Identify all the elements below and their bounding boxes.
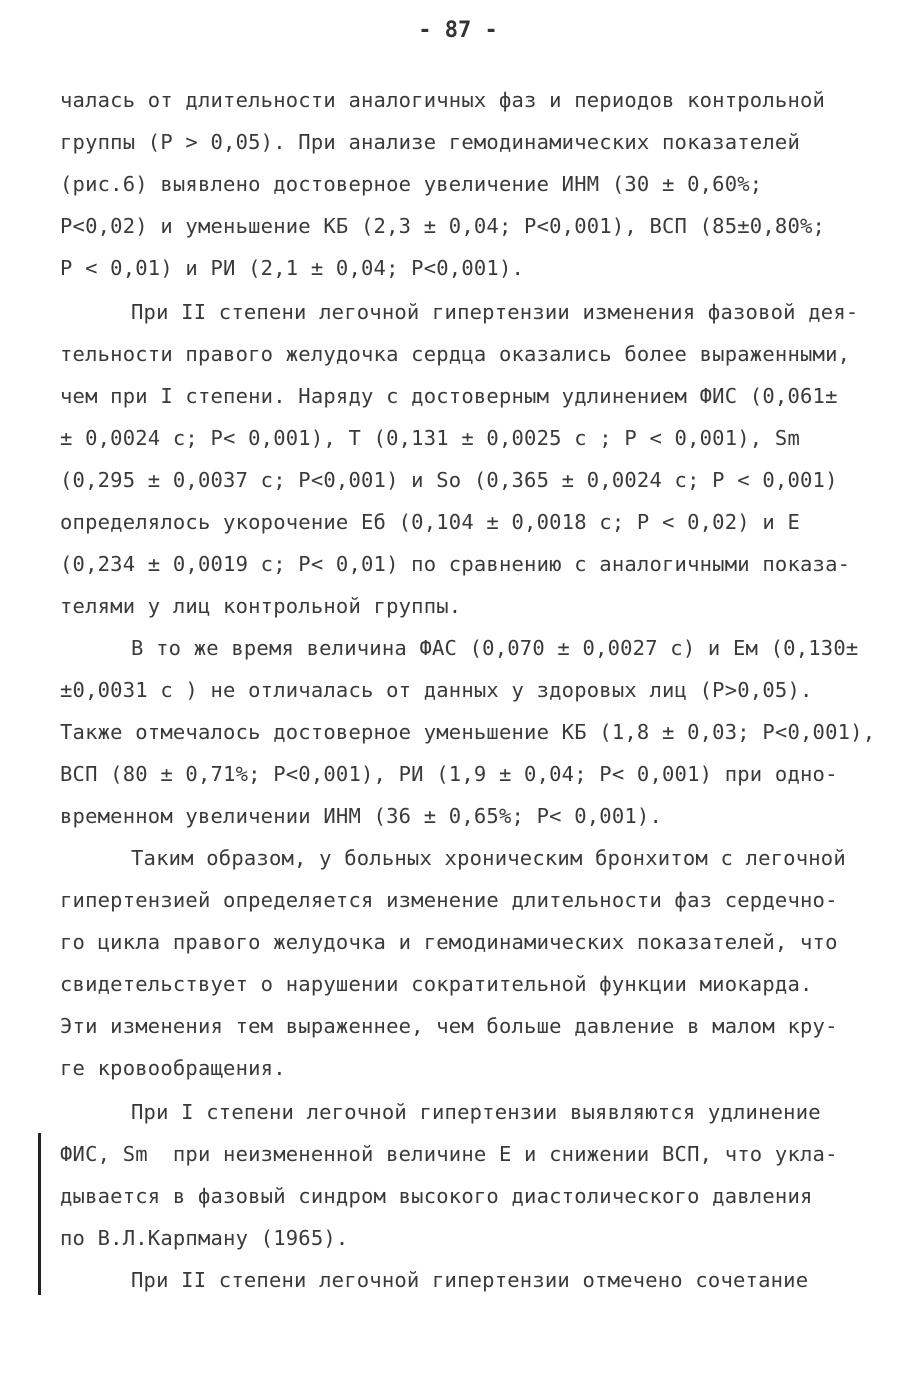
page-number: - 87 -: [418, 18, 498, 43]
text-line: Р<0,02) и уменьшение КБ (2,3 ± 0,04; Р<0,001), ВСП (85±0,80%;: [60, 214, 826, 238]
text-line: При II степени легочной гипертензии изменения фазовой дея-: [131, 300, 859, 324]
text-line: ФИС, Sm при неизмененной величине Е и снижении ВСП, что укла-: [60, 1142, 838, 1166]
text-line: го цикла правого желудочка и гемодинамических показателей, что: [60, 930, 838, 954]
text-line: чем при I степени. Наряду с достоверным удлинением ФИС (0,061±: [60, 384, 838, 408]
text-line: ± 0,0024 с; Р< 0,001), Т (0,131 ± 0,0025 с ; Р < 0,001), Sm: [60, 426, 800, 450]
text-line: (рис.6) выявлено достоверное увеличение ИНМ (30 ± 0,60%;: [60, 172, 763, 196]
text-line: временном увеличении ИНМ (36 ± 0,65%; Р< 0,001).: [60, 804, 663, 828]
text-line: телями у лиц контрольной группы.: [60, 594, 462, 618]
text-line: ВСП (80 ± 0,71%; Р<0,001), РИ (1,9 ± 0,04; Р< 0,001) при одно-: [60, 762, 838, 786]
text-line: ге кровообращения.: [60, 1056, 286, 1080]
text-line: (0,234 ± 0,0019 с; Р< 0,01) по сравнению с аналогичными показа-: [60, 552, 851, 576]
text-line: Р < 0,01) и РИ (2,1 ± 0,04; Р<0,001).: [60, 256, 525, 280]
text-line: гипертензией определяется изменение длительности фаз сердечно-: [60, 888, 838, 912]
text-line: дывается в фазовый синдром высокого диастолического давления: [60, 1184, 813, 1208]
text-line: В то же время величина ФАС (0,070 ± 0,0027 с) и Ем (0,130±: [131, 636, 859, 660]
text-line: ±0,0031 с ) не отличалась от данных у здоровых лиц (Р>0,05).: [60, 678, 813, 702]
text-line: тельности правого желудочка сердца оказались более выраженными,: [60, 342, 851, 366]
text-line: Также отмечалось достоверное уменьшение КБ (1,8 ± 0,03; Р<0,001),: [60, 720, 876, 744]
text-line: При I степени легочной гипертензии выявляются удлинение: [131, 1100, 821, 1124]
text-line: определялось укорочение Еб (0,104 ± 0,0018 с; Р < 0,02) и Е: [60, 510, 800, 534]
text-line: Таким образом, у больных хроническим бронхитом с легочной: [131, 846, 846, 870]
margin-mark: [38, 1133, 41, 1295]
text-line: группы (Р > 0,05). При анализе гемодинамических показателей: [60, 130, 800, 154]
text-line: свидетельствует о нарушении сократительной функции миокарда.: [60, 972, 813, 996]
text-line: Эти изменения тем выраженнее, чем больше давление в малом кру-: [60, 1014, 838, 1038]
text-line: (0,295 ± 0,0037 с; Р<0,001) и So (0,365 ± 0,0024 с; Р < 0,001): [60, 468, 838, 492]
text-line: При II степени легочной гипертензии отмечено сочетание: [131, 1268, 809, 1292]
text-line: чалась от длительности аналогичных фаз и периодов контрольной: [60, 88, 826, 112]
text-line: по В.Л.Карпману (1965).: [60, 1226, 349, 1250]
